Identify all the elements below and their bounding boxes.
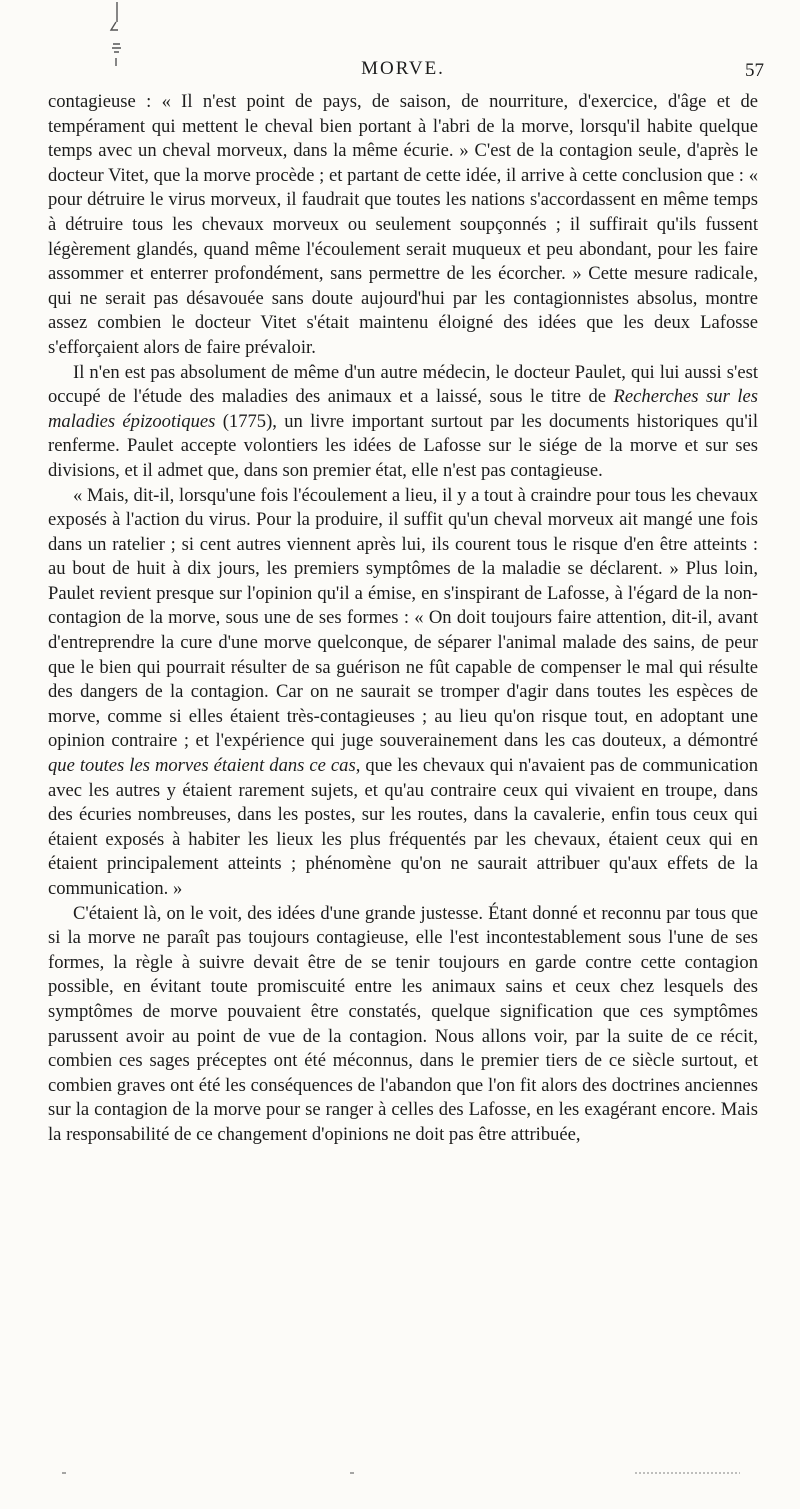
running-title: MORVE.	[361, 58, 445, 79]
page-number: 57	[745, 60, 764, 81]
text-run: , que les chevaux qui n'avaient pas de communication avec les autres y étaient rarement sujets, et qu'au contraire ceux qui vivaient en troupe, dans des écuries nombreuses, dans les postes, sur les routes, dans la cavalerie, enfin tous ceux qui étaient exposés à habiter les lieux les plus fréquentés par les chevaux, étaient ceux qui en étaient principalement atteints ; phénomène qu'on ne saurait attribuer qu'aux effets de la communication. »	[48, 755, 758, 899]
text-run: contagieuse : « Il n'est point de pays, de saison, de nourriture, d'exercice, d'âge et de tempérament qui mettent le cheval bien portant à l'abri de la morve, lorsqu'il habite quelque temps avec un cheval morveux, dans la même écurie. » C'est de la contagion seule, d'après le docteur Vitet, que la morve procède ; et partant de cette idée, il arrive à cette conclusion que : « pour détruire le virus morveux, il faudrait que toutes les nations s'accordassent en même temps à détruire tous les chevaux morveux ou seulement soupçonnés ; il suffirait qu'ils fussent légèrement glandés, quand même l'écoulement serait muqueux et peu abondant, pour les faire assommer et enterrer profondément, sans permettre de les écorcher. » Cette mesure radicale, qui ne serait pas désavouée sans doute aujourd'hui par les contagionnistes absolus, montre assez combien le docteur Vitet s'était maintenu éloigné des idées que les deux Lafosse s'efforçaient alors de faire prévaloir.	[48, 91, 758, 358]
body-text	[48, 90, 758, 1148]
paragraph	[48, 90, 758, 361]
text-run: C'étaient là, on le voit, des idées d'une grande justesse. Étant donné et reconnu par tous que si la morve ne paraît pas toujours contagieuse, elle l'est incontestablement sous l'une de ses formes, la règle à suivre devait être de se tenir toujours en garde contre cette contagion possible, en évitant toute promiscuité entre les animaux sains et ceux chez lesquels des symptômes de morve pouvaient être constatés, quelque signification que ces symptômes parussent avoir au point de vue de la contagion. Nous allons voir, par la suite de ce récit, combien ces sages préceptes ont été méconnus, dans le premier tiers de ce siècle surtout, et combien graves ont été les conséquences de l'abandon que l'on fit alors des doctrines anciennes sur la contagion de la morve pour se ranger à celles des Lafosse, en les exagérant encore. Mais la responsabilité de ce changement d'opinions ne doit pas être attribuée,	[48, 902, 758, 1145]
paragraph	[48, 361, 758, 484]
footer-scan-marks	[60, 1470, 750, 1476]
page-header	[48, 58, 764, 90]
paragraph	[48, 902, 758, 1148]
paragraph	[48, 484, 758, 902]
text-run: (1775), un livre important surtout par les documents historiques qu'il renferme. Paulet accepte volontiers les idées de Lafosse sur le siége de la morve et sur ses divisions, et il admet que, dans son premier état, elle n'est pas contagieuse.	[48, 410, 759, 481]
book-title-italic: Recherches sur les maladies épizootiques	[48, 386, 758, 432]
emphasis-italic: que toutes les morves étaient dans ce cas	[48, 755, 356, 777]
text-run: Il n'en est pas absolument de même d'un autre médecin, le docteur Paulet, qui lui aussi s'est occupé de l'étude des maladies des animaux et a laissé, sous le titre de	[48, 361, 758, 408]
text-run: « Mais, dit-il, lorsqu'une fois l'écoulement a lieu, il y a tout à craindre pour tous les chevaux exposés à l'action du virus. Pour la produire, il suffit qu'un cheval morveux ait mangé une fois dans un ratelier ; si cent autres viennent après lui, ils courent tous le risque d'en être atteints : au bout de huit à dix jours, les premiers symptômes de la maladie se déclarent. » Plus loin, Paulet revient presque sur l'opinion qu'il a émise, en s'inspirant de Lafosse, à l'égard de la non-contagion de la morve, sous une de ses formes : « On doit toujours faire attention, dit-il, avant d'entreprendre la cure d'une morve quelconque, de séparer l'animal malade des sains, de peur que le bien qui pourrait résulter de sa guérison ne fût capable de compenser le mal qui résulte des dangers de la contagion. Car on ne saurait se tromper d'agir dans toutes les espèces de morve, comme si elles étaient très-contagieuses ; au lieu qu'on risque tout, en adoptant une opinion contraire ; et l'expérience qui juge souverainement dans les cas douteux, a démontré	[48, 484, 758, 752]
book-page	[48, 58, 764, 1148]
